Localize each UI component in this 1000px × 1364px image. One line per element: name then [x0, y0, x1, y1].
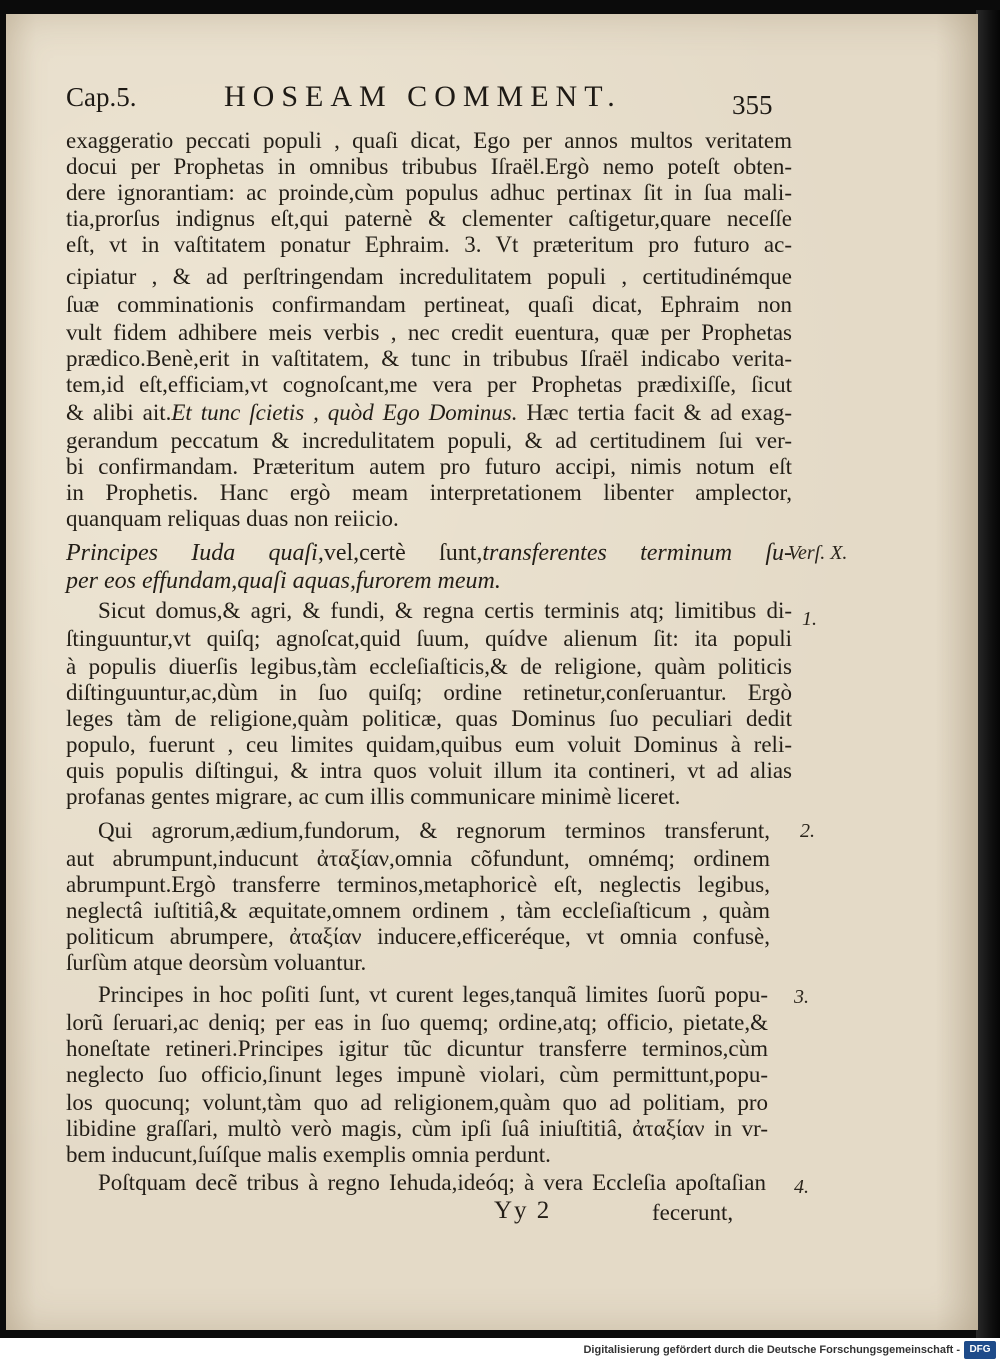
text-line: lorũ ſeruari,ac deniq; per eas in ſuo quemq; ordine,atq; officio, pietate,& [66, 1010, 768, 1035]
text-run: Hæc tertia facit & ad exag- [517, 400, 793, 425]
page-number: 355 [732, 90, 773, 120]
chapter-label: Cap.5. [66, 82, 137, 112]
catchword: fecerunt, [652, 1200, 734, 1225]
book-binding [976, 10, 1000, 1338]
lemma-line [66, 540, 792, 566]
text-line: leges tàm de religione,quàm politicæ, quas Dominus ſuo peculiari dedit [66, 706, 792, 731]
text-line: los quocunq; volunt,tàm quo ad religionem,quàm quo ad politiam, pro [66, 1090, 768, 1115]
text-line: eſt, vt in vaſtitatem ponatur Ephraim. 3. Vt præteritum pro futuro ac- [66, 232, 792, 257]
footer-credit: Digitalisierung gefördert durch die Deutsche Forschungsgemeinschaft - [583, 1344, 960, 1356]
text-line: neglectâ iuſtitiâ,& æquitate,omnem ordinem , tàm eccleſiaſticum , quàm [66, 898, 770, 923]
text-line: ſuæ comminationis confirmandam pertineat, quaſi dicat, Ephraim non [66, 292, 792, 317]
text-line: bem inducunt,ſuíſque malis exemplis omnia perdunt. [66, 1142, 551, 1167]
text-line: profanas gentes migrare, ac cum illis communicare minimè liceret. [66, 784, 681, 809]
text-line: Qui agrorum,ædium,fundorum, & regnorum terminos transferunt, [98, 818, 770, 843]
lemma-roman: vel,certè ſunt, [323, 540, 483, 566]
margin-number: 3. [794, 986, 809, 1008]
margin-number: 4. [794, 1176, 809, 1198]
text-run: & alibi ait. [66, 400, 172, 425]
text-line: dere ignorantiam: ac proinde,cùm populus adhuc pertinax ſit in ſua mali- [66, 180, 792, 205]
text-line: in Prophetis. Hanc ergò meam interpretationem libenter amplector, [66, 480, 792, 505]
text-line: politicum abrumpere, ἀταξίαν inducere,efficeréque, vt omnia confusè, [66, 924, 770, 949]
text-line: ſtinguuntur,vt quiſq; agnoſcat,quid ſuum, quídve alienum ſit: ita populi [66, 626, 792, 651]
text-line: exaggeratio peccati populi , quaſi dicat, Ego per annos multos veritatem [66, 128, 792, 153]
margin-verse-note: Verſ. X. [788, 542, 848, 564]
text-line: à populis diuerſis legibus,tàm eccleſiaſticis,& de religione, quàm politicis [66, 654, 792, 679]
text-line: abrumpunt.Ergò transferre terminos,metaphoricè eſt, neglectis legibus, [66, 872, 770, 897]
page-header [66, 78, 806, 128]
text-line: gerandum peccatum & incredulitatem populi, & ad certitudinem ſui ver- [66, 428, 792, 453]
lemma-italic: Principes Iuda quaſi, [66, 540, 324, 566]
text-line: Poſtquam decẽ tribus à regno Iehuda,ideóq; à vera Eccleſia apoſtaſian [98, 1170, 766, 1195]
lemma-italic: transferentes terminum ſu- [482, 540, 792, 566]
text-line: vult fidem adhibere meis verbis , nec credit euentura, quæ per Prophetas [66, 320, 792, 345]
text-line: aut abrumpunt,inducunt ἀταξίαν,omnia cõfundunt, omnémq; ordinem [66, 846, 770, 871]
running-title: HOSEAM COMMENT. [224, 80, 622, 113]
lemma-line [66, 568, 792, 594]
footer-bar [0, 1338, 1000, 1364]
text-line: libidine graſſari, multò verò magis, cùm ipſi ſuâ iniuſtitiâ, ἀταξίαν in vr- [66, 1116, 768, 1141]
text-line: cipiatur , & ad perſtringendam incredulitatem populi , certitudinémque [66, 264, 792, 289]
text-line: bi confirmandam. Præteritum autem pro futuro accipi, nimis notum eſt [66, 454, 792, 479]
text-line: Sicut domus,& agri, & fundi, & regna certis terminis atq; limitibus di- [98, 598, 792, 623]
signature-mark: Yy 2 [494, 1197, 552, 1224]
margin-number: 2. [800, 820, 815, 842]
dfg-logo: DFG [964, 1341, 996, 1359]
text-line: tia,prorſus indignus eſt,qui paternè & clementer caſtigetur,quare neceſſe [66, 206, 792, 231]
lemma-italic: per eos effundam,quaſi aquas,furorem meum. [66, 568, 501, 594]
text-line: ſurſùm atque deorsùm voluantur. [66, 950, 367, 975]
text-line: tem,id eſt,efficiam,vt cognoſcant,me vera per Prophetas prædixiſſe, ſicut [66, 372, 792, 397]
text-line: honeſtate retineri.Principes igitur tũc dicuntur transferre terminos,cùm [66, 1036, 768, 1061]
text-line: neglecto ſuo officio,ſinunt leges impunè violari, cùm permittunt,popu- [66, 1062, 768, 1087]
text-line: docui per Prophetas in omnibus tribubus Iſraël.Ergò nemo poteſt obten- [66, 154, 792, 179]
text-line: populo, fuerunt , ceu limites quidam,quibus eum voluit Dominus à reli- [66, 732, 792, 757]
text-line: diſtinguuntur,ac,dùm in ſuo quiſq; ordine retinetur,conſeruantur. Ergò [66, 680, 792, 705]
text-line: quis populis diſtingui, & intra quos voluit illum ita contineri, vt ad alias [66, 758, 792, 783]
text-line: quanquam reliquas duas non reiicio. [66, 506, 399, 531]
text-line: Principes in hoc poſiti ſunt, vt curent leges,tanquã limites ſuorũ popu- [98, 982, 768, 1007]
margin-number: 1. [802, 608, 817, 630]
text-line-quotation [66, 400, 792, 426]
biblical-quotation: Et tunc ſcietis , quòd Ego Dominus. [171, 400, 518, 425]
text-line: prædico.Benè,erit in vaſtitatem, & tunc in tribubus Iſraël indicabo verita- [66, 346, 792, 371]
